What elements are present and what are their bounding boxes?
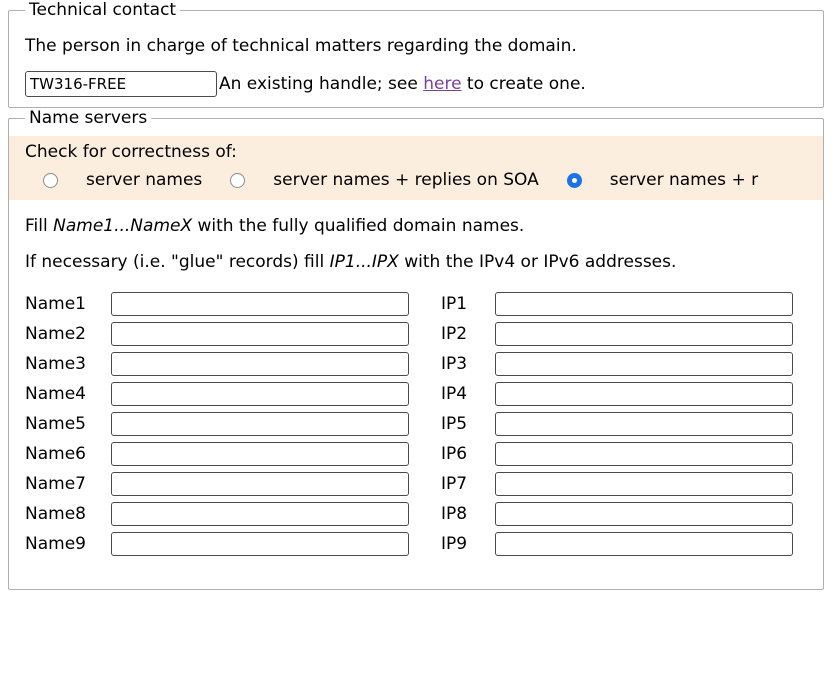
ip-label: IP2 xyxy=(441,324,468,345)
name-input[interactable] xyxy=(111,442,409,466)
radio-server-names-soa[interactable] xyxy=(230,173,245,188)
technical-contact-legend: Technical contact xyxy=(29,0,177,20)
name-label: Name8 xyxy=(25,504,86,525)
ip-label: IP1 xyxy=(441,294,468,315)
correctness-radio-group xyxy=(25,170,823,190)
name-input[interactable] xyxy=(111,292,409,316)
correctness-check-band xyxy=(9,136,823,200)
correctness-check-label: Check for correctness of: xyxy=(25,142,237,163)
radio-server-names-replies[interactable] xyxy=(567,173,582,188)
instruction-glue-emphasis: IP1...IPX xyxy=(329,252,399,273)
table-row xyxy=(25,352,813,376)
name-label: Name5 xyxy=(25,414,86,435)
ip-label: IP3 xyxy=(441,354,468,375)
name-input[interactable] xyxy=(111,532,409,556)
name-label: Name3 xyxy=(25,354,86,375)
ip-input[interactable] xyxy=(495,292,793,316)
table-row xyxy=(25,382,813,406)
name-input[interactable] xyxy=(111,412,409,436)
ip-label: IP6 xyxy=(441,444,468,465)
technical-contact-description: The person in charge of technical matters regarding the domain. xyxy=(25,36,577,56)
name-input[interactable] xyxy=(111,352,409,376)
table-row xyxy=(25,292,813,316)
table-row xyxy=(25,502,813,526)
name-servers-section xyxy=(8,108,824,590)
radio-label-server-names[interactable]: server names xyxy=(86,170,203,191)
handle-hint-after: to create one. xyxy=(461,74,586,95)
ip-label: IP9 xyxy=(441,534,468,555)
name-label: Name4 xyxy=(25,384,86,405)
technical-contact-section xyxy=(8,0,824,108)
instruction-names-emphasis: Name1...NameX xyxy=(53,216,193,237)
name-servers-legend: Name servers xyxy=(29,108,148,129)
ip-input[interactable] xyxy=(495,472,793,496)
ip-label: IP8 xyxy=(441,504,468,525)
ip-input[interactable] xyxy=(495,382,793,406)
instruction-names-prefix: Fill xyxy=(25,216,54,237)
ip-label: IP4 xyxy=(441,384,468,405)
name-input[interactable] xyxy=(111,382,409,406)
handle-hint xyxy=(219,74,586,94)
ip-input[interactable] xyxy=(495,502,793,526)
ip-input[interactable] xyxy=(495,442,793,466)
instruction-names-suffix: with the fully qualified domain names. xyxy=(192,216,525,237)
name-input[interactable] xyxy=(111,322,409,346)
ip-input[interactable] xyxy=(495,352,793,376)
ip-label: IP7 xyxy=(441,474,468,495)
table-row xyxy=(25,532,813,556)
ip-input[interactable] xyxy=(495,322,793,346)
ip-input[interactable] xyxy=(495,412,793,436)
instruction-glue-prefix: If necessary (i.e. "glue" records) fill xyxy=(25,252,330,273)
name-label: Name7 xyxy=(25,474,86,495)
name-label: Name2 xyxy=(25,324,86,345)
radio-label-server-names-replies[interactable]: server names + r xyxy=(609,170,759,191)
technical-contact-handle-input[interactable] xyxy=(25,71,217,97)
ip-input[interactable] xyxy=(495,532,793,556)
table-row xyxy=(25,472,813,496)
table-row xyxy=(25,442,813,466)
name-label: Name1 xyxy=(25,294,86,315)
radio-server-names[interactable] xyxy=(43,173,58,188)
name-server-table xyxy=(25,292,813,556)
handle-row xyxy=(25,71,813,97)
table-row xyxy=(25,412,813,436)
radio-label-server-names-soa[interactable]: server names + replies on SOA xyxy=(273,170,539,191)
create-handle-link[interactable]: here xyxy=(423,74,462,95)
name-input[interactable] xyxy=(111,502,409,526)
name-input[interactable] xyxy=(111,472,409,496)
instruction-glue-suffix: with the IPv4 or IPv6 addresses. xyxy=(398,252,677,273)
table-row xyxy=(25,322,813,346)
name-label: Name6 xyxy=(25,444,86,465)
ip-label: IP5 xyxy=(441,414,468,435)
handle-hint-before: An existing handle; see xyxy=(219,74,424,95)
name-label: Name9 xyxy=(25,534,86,555)
instruction-names xyxy=(25,216,813,236)
instruction-glue xyxy=(25,252,813,272)
